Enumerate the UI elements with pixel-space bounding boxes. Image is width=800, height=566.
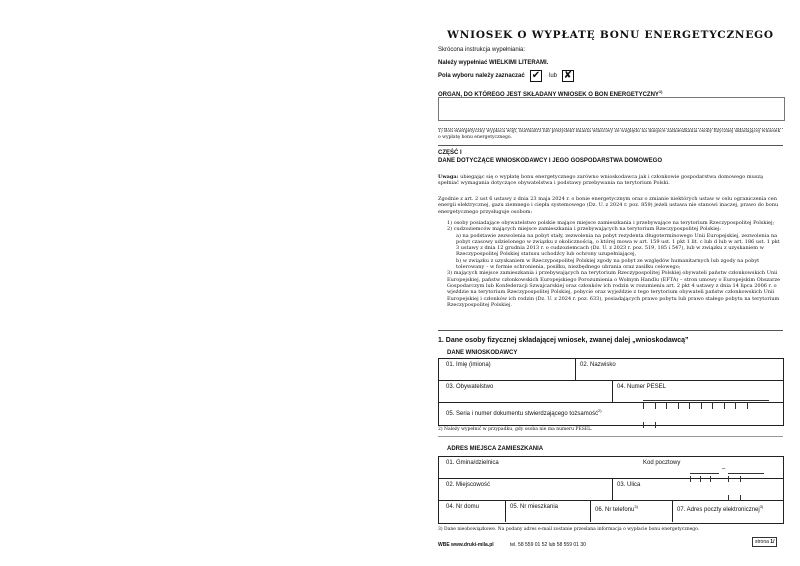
page-number-badge: strona 1/ [752,537,777,547]
phone-field[interactable]: 06. Nr telefonu$^{3)}$ [595,504,638,513]
part1-uwaga: Uwaga: ubiegając się o wypłatę bonu energetycznego zarówno wnioskodawca jak i członkowie gospodarstwa domowego muszą spełniać wymagania dotyczące obywatelstwa i podstawy przebywania na terytorium Polski. [438,174,764,187]
apartment-number-field[interactable]: 05. Nr mieszkania [510,504,559,510]
email-field[interactable]: 07. Adres poczty elektronicznej$^{3)}$ [677,504,764,513]
list-item: a) na podstawie zezwolenia na pobyt stały, zezwolenia na pobyt rezydenta długoterminowego Unii Europejskiej, zezwolenia na pobyt czasowy udzielonego w związku z okolicznością, o której mowa w art. 159 ust. 1 pkt 1 lit. c lub d lub w art. 186 ust. 1 pkt 3 ustawy z dnia 12 grudnia 2013 r. o cudzoziemcach (Dz. U. z 2023 r. poz. 519, 185 i 547), lub w związku z uzyskaniem w Rzeczypospolitej Polskiej statusu uchodźcy lub ochrony uzupełniającej, [456,232,780,258]
pesel-field[interactable]: 04. Numer PESEL [617,384,667,390]
last-name-field[interactable]: 02. Nazwisko [580,362,616,368]
footnote-3: 3) Dane nieobowiązkowe. Na podany adres e-mail zostanie przesłana informacja o wypłacie bonu energetycznego. [438,527,700,532]
postal-code-label: Kod pocztowy [643,460,681,466]
first-name-field[interactable]: 01. Imię (imiona) [446,362,491,368]
divider [438,330,783,331]
list-item: 1) osoby posiadające obywatelstwo polskie mające miejsce zamieszkania i przebywające na terytorium Rzeczypospolitej Polskiej; [447,220,775,226]
postal-code-separator: – [722,466,726,472]
footnote-1: 1) Bon energetyczny wypłaca wójt, burmistrz lub prezydent miasta właściwy ze względu na miejsce zamieszkania osoby fizycznej składającej wniosek o wypłatę bonu energetycznego. [438,129,781,140]
checkbox-example-checked: ✔ [531,70,541,81]
postal-code-part1[interactable] [690,467,719,474]
municipality-field[interactable]: 01. Gmina/dzielnica [446,460,499,466]
citizenship-field[interactable]: 03. Obywatelstwo [446,384,494,390]
street-field[interactable]: 03. Ulica [617,482,641,488]
section1-subheading: DANE WNIOSKODAWCY [447,350,518,356]
eligibility-list [447,220,783,308]
part1-heading: DANE DOTYCZĄCE WNIOSKODAWCY I JEGO GOSPODARSTWA DOMOWEGO [438,158,663,164]
organ-heading: ORGAN, DO KTÓREGO JEST SKŁADANY WNIOSEK O BON ENERGETYCZNY$^{1)}$ [438,89,663,98]
postal-code-part2[interactable] [728,467,764,474]
instructions-or: lub [549,73,558,79]
checkbox-example-x: ✘ [563,70,573,81]
id-document-field[interactable]: 05. Seria i numer dokumentu stwierdzającego tożsamość$^{2)}$ [446,408,602,417]
instructions-line1: Należy wypełniać WIELKIMI LITERAMI. [438,60,549,66]
organ-input[interactable] [438,97,785,121]
instructions-line2: Pola wyboru należy zaznaczać [438,73,525,79]
divider [438,145,783,146]
section1-heading: 1. Dane osoby fizycznej składającej wniosek, zwanej dalej „wnioskodawcą” [438,337,689,344]
house-number-field[interactable]: 04. Nr domu [446,504,480,510]
instructions-heading: Skrócona instrukcja wypełniania: [438,47,526,53]
footnote-2: 2) Należy wypełnić w przypadku, gdy osoba nie ma numeru PESEL. [438,427,593,432]
footer-brand: WBE www.druki-mila.pl [438,542,494,548]
footer-phone: tel. 58 559 01 52 lub 58 559 01 30 [510,542,586,548]
list-item: b) w związku z uzyskaniem w Rzeczypospolitej Polskiej zgody na pobyt ze względów humanitarnych lub zgody na pobyt tolerowany – w formie schronienia, posiłku, niezbędnego ubrania oraz zasiłku celowego; [456,257,760,271]
part1-label: CZĘŚĆ I [438,150,462,156]
page-title: WNIOSEK O WYPŁATĘ BONU ENERGETYCZNEGO [447,29,774,41]
locality-field[interactable]: 02. Miejscowość [446,482,491,488]
list-item: 3) mających miejsce zamieszkania i przebywających na terytorium Rzeczypospolitej Polskiej obywateli państw członkowskich Unii Europejskiej, państw członkowskich Europejskiego Porozumienia o Wolnym Handlu (EFTA) – stron umowy o Europejskim Obszarze Gospodarczym lub Konfederacji Szwajcarskiej oraz członków ich rodzin w rozumieniu art. 2 pkt 4 ustawy z dnia 14 lipca 2006 r. o wjeździe na terytorium Rzeczypospolitej Polskiej, pobycie oraz wyjeździe z tego terytorium obywateli państw członkowskich Unii Europejskiej i członków ich rodzin (Dz. U. z 2024 r. poz. 633), posiadających prawo pobytu lub prawo stałego pobytu na terytorium Rzeczypospolitej Polskiej. [447,270,781,308]
list-item: 2) cudzoziemców mających miejsce zamieszkania i przebywających na terytorium Rzeczypospolitej Polskiej: [447,226,721,233]
address-subheading: ADRES MIEJSCA ZAMIESZKANIA [447,446,544,452]
pesel-digit-boxes[interactable] [643,394,769,401]
part1-intro: Zgodnie z art. 2 ust 6 ustawy z dnia 23 maja 2024 r. o bonie energetycznym oraz o zmianie niektórych ustaw w celu ograniczenia cen energii elektrycznej, gazu ziemnego i ciepła systemowego (Dz. U. z 2024 r. poz. 859) jeżeli ustawa nie stanowi inaczej, prawo do bonu energetycznego przysługuje osobom: [438,196,779,215]
